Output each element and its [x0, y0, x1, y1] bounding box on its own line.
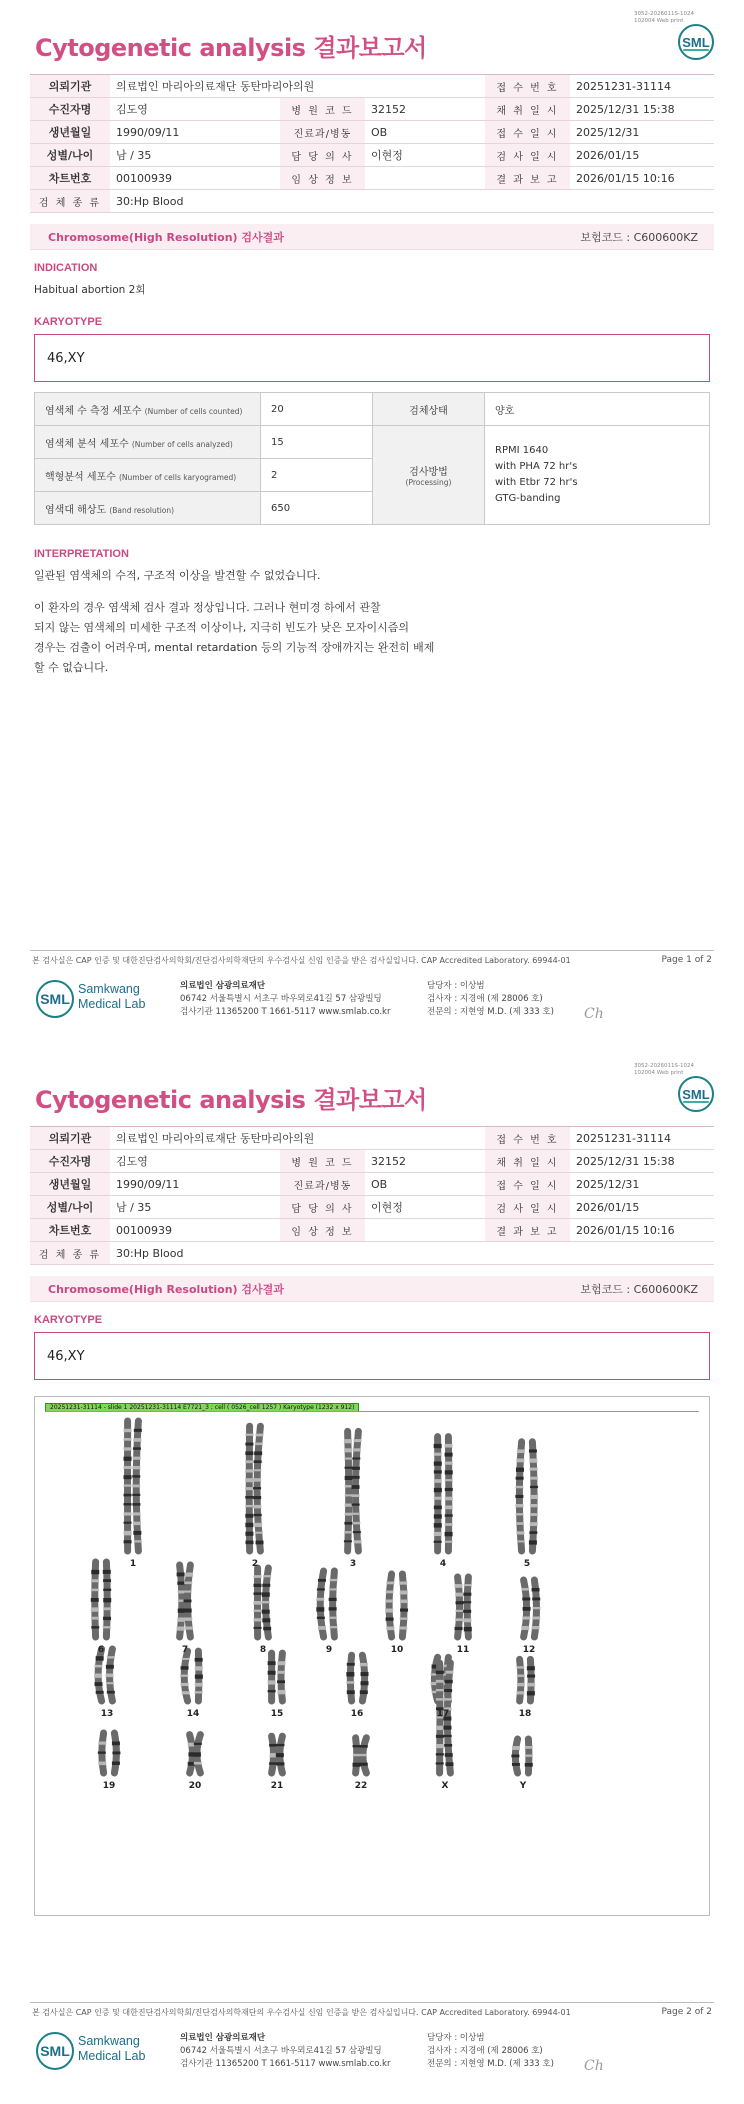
chromosome-15: [268, 1653, 276, 1701]
chromosome-10: [385, 1574, 394, 1637]
chromosome-18: [527, 1659, 535, 1701]
samkwang-name-line: Medical Lab: [78, 2049, 146, 2063]
receipt-date-label: 접 수 일 시: [485, 1173, 570, 1196]
patient-label: 수진자명: [30, 1150, 110, 1173]
test-date-value: 2026/01/15: [570, 144, 714, 167]
chromosome-2: [253, 1426, 263, 1551]
web-print-stamp: [634, 1063, 694, 1077]
dept-label: 진료과/병동: [280, 1173, 365, 1196]
dob-label: 생년월일: [30, 1173, 110, 1196]
samkwang-name: [78, 982, 145, 1012]
chromosome-number-6: 6: [97, 1645, 105, 1655]
doctor-label: 담 당 의 사: [280, 144, 365, 167]
chromosome-number-2: 2: [251, 1559, 259, 1569]
chromosome-number-10: 10: [390, 1645, 404, 1655]
method-line: with PHA 72 hr's: [495, 461, 578, 472]
chromosome-3: [344, 1431, 353, 1551]
chromosome-number-13: 13: [100, 1709, 114, 1719]
logo-text: SML: [682, 1086, 710, 1102]
indication-heading: INDICATION: [34, 262, 98, 274]
chromosome-6: [103, 1562, 111, 1637]
chromosome-9: [316, 1571, 326, 1637]
chromosome-6: [91, 1562, 99, 1637]
method-label: [373, 426, 485, 525]
chromosome-5: [515, 1442, 525, 1551]
method-line: RPMI 1640: [495, 445, 549, 456]
samkwang-name-line: Medical Lab: [78, 997, 146, 1011]
chromosome-2: [245, 1426, 253, 1551]
sex-age-value: 남 / 35: [110, 1196, 280, 1219]
sex-age-label: 성별/나이: [30, 144, 110, 167]
patient-value: 김도영: [110, 98, 280, 121]
sml-logo: [678, 24, 714, 60]
receipt-no-value: 20251231-31114: [570, 75, 714, 98]
chromosome-11: [455, 1577, 464, 1637]
chromosome-number-9: 9: [325, 1645, 333, 1655]
hospital-code-value: 32152: [365, 1150, 485, 1173]
clinical-value: [365, 1219, 485, 1242]
sml-logo: [678, 1076, 714, 1112]
test-section-bar: [30, 224, 714, 250]
chart-no-value: 00100939: [110, 167, 280, 190]
chromosome-15: [277, 1653, 285, 1701]
interpretation-detail: [34, 598, 634, 678]
chromosome-number-19: 19: [102, 1781, 116, 1791]
institution-label: 의뢰기관: [30, 1127, 110, 1150]
patient-info-table: [30, 74, 714, 213]
dept-value: OB: [365, 121, 485, 144]
karyotype-value: 46,XY: [47, 350, 85, 366]
method-line: with Etbr 72 hr's: [495, 477, 578, 488]
accreditation-note: 본 검사실은 CAP 인증 및 대한진단검사의학회/진단검사의학재단의 우수검사실 신임 인증을 받은 검사실입니다. CAP Accredited Laboratory. 69944-01: [32, 956, 571, 965]
chromosome-number-14: 14: [186, 1709, 200, 1719]
web-print-line: 102004 Web print: [634, 18, 684, 24]
interpretation-line: 이 환자의 경우 염색체 검사 결과 정상입니다. 그러나 현미경 하에서 관찰: [34, 601, 381, 614]
chromosome-number-Y: Y: [519, 1781, 527, 1791]
specimen-state-label: 검체상태: [373, 393, 485, 426]
chromosome-18: [516, 1659, 524, 1701]
band-res-value: 650: [261, 492, 373, 525]
report-date-label: 결 과 보 고: [485, 1219, 570, 1242]
receipt-no-label: 접 수 번 호: [485, 75, 570, 98]
chromosome-3: [352, 1431, 362, 1551]
chromosome-1: [132, 1421, 142, 1551]
footer-divider: [30, 950, 714, 951]
samkwang-name-line: Samkwang: [78, 982, 140, 996]
chromosome-8: [253, 1568, 261, 1637]
specialist: 전문의 : 지현영 M.D. (제 333 호): [427, 1007, 554, 1017]
dob-value: 1990/09/11: [110, 121, 280, 144]
chromosome-12: [532, 1580, 541, 1637]
band-res-label-ko: 염색대 해상도: [45, 504, 107, 516]
method-label-ko: 검사방법: [409, 467, 448, 478]
test-date-value: 2026/01/15: [570, 1196, 714, 1219]
dept-label: 진료과/병동: [280, 121, 365, 144]
chromosome-number-22: 22: [354, 1781, 368, 1791]
collect-date-value: 2025/12/31 15:38: [570, 98, 714, 121]
contact: 검사기관 11365200 T 1661-5117 www.smlab.co.kr: [180, 1007, 391, 1017]
institution-value: 의료법인 마리아의료재단 동탄마리아의원: [110, 75, 485, 98]
cells-analyzed-value: 15: [261, 426, 373, 459]
web-print-stamp: [634, 11, 694, 25]
chromosome-19: [112, 1733, 121, 1773]
foundation-info: [180, 980, 390, 1019]
collect-date-label: 채 취 일 시: [485, 98, 570, 121]
hospital-code-value: 32152: [365, 98, 485, 121]
chromosome-9: [329, 1571, 338, 1637]
chromosome-4: [434, 1437, 442, 1551]
chromosome-12: [521, 1580, 530, 1637]
method-line: GTG-banding: [495, 493, 561, 504]
receipt-date-value: 2025/12/31: [570, 1173, 714, 1196]
cells-analyzed-label-en: (Number of cells analyzed): [131, 439, 233, 449]
karyogram-chromosomes: [35, 1397, 710, 1916]
interpretation-line: 되지 않는 염색체의 미세한 구조적 이상이나, 지극히 빈도가 낮은 모자이시즘의: [34, 621, 409, 634]
karyogram-image: [34, 1396, 710, 1916]
patient-label: 수진자명: [30, 98, 110, 121]
band-res-label: [35, 492, 261, 525]
chromosome-4: [445, 1437, 453, 1551]
hospital-code-label: 병 원 코 드: [280, 98, 365, 121]
tester: 검사자 : 지경애 (제 28006 호): [427, 2046, 543, 2056]
foundation-name: 의료법인 삼광의료재단: [180, 981, 266, 991]
doctor-value: 이현정: [365, 1196, 485, 1219]
method-value: [485, 426, 710, 525]
web-print-line: 3052-2026011S-1024: [634, 1063, 694, 1069]
test-section-bar: [30, 1276, 714, 1302]
chromosome-5: [529, 1442, 538, 1551]
web-print-line: 102004 Web print: [634, 1070, 684, 1076]
indication-text: Habitual abortion 2회: [34, 284, 146, 296]
chromosome-16: [346, 1655, 354, 1701]
specimen-state-value: 양호: [485, 393, 710, 426]
chromosome-number-X: X: [441, 1781, 449, 1791]
test-date-label: 검 사 일 시: [485, 144, 570, 167]
doctor-value: 이현정: [365, 144, 485, 167]
chromosome-number-5: 5: [523, 1559, 531, 1569]
cells-counted-label: [35, 393, 261, 426]
receipt-date-label: 접 수 일 시: [485, 121, 570, 144]
cells-karyogramed-label-ko: 핵형분석 세포수: [45, 471, 116, 483]
tester: 검사자 : 지경애 (제 28006 호): [427, 994, 543, 1004]
cells-karyogramed-label-en: (Number of cells karyogramed): [119, 472, 237, 482]
karyotype-result-box: [34, 334, 710, 382]
chart-no-label: 차트번호: [30, 167, 110, 190]
chromosome-number-15: 15: [270, 1709, 284, 1719]
manager: 담당자 : 이상범: [427, 981, 485, 991]
chromosome-number-1: 1: [129, 1559, 137, 1569]
cells-counted-value: 20: [261, 393, 373, 426]
report-date-label: 결 과 보 고: [485, 167, 570, 190]
foundation-name: 의료법인 삼광의료재단: [180, 2033, 266, 2043]
cells-karyogramed-label: [35, 459, 261, 492]
chromosome-number-20: 20: [188, 1781, 202, 1791]
chromosome-number-18: 18: [518, 1709, 532, 1719]
chromosome-21: [276, 1736, 285, 1773]
interpretation-summary: 일관된 염색체의 수적, 구조적 이상을 발견할 수 없었습니다.: [34, 569, 321, 582]
specialist-signature: Ch: [584, 1006, 604, 1022]
specialist: 전문의 : 지현영 M.D. (제 333 호): [427, 2059, 554, 2069]
doctor-label: 담 당 의 사: [280, 1196, 365, 1219]
chromosome-14: [195, 1651, 203, 1701]
samkwang-name-line: Samkwang: [78, 2034, 140, 2048]
chromosome-13: [94, 1649, 104, 1701]
karyotype-result-box: [34, 1332, 710, 1380]
specimen-label: 검 체 종 류: [30, 190, 110, 213]
chart-no-label: 차트번호: [30, 1219, 110, 1242]
chromosome-19: [98, 1733, 106, 1773]
chart-no-value: 00100939: [110, 1219, 280, 1242]
receipt-no-value: 20251231-31114: [570, 1127, 714, 1150]
chromosome-number-21: 21: [270, 1781, 284, 1791]
page-number: Page 2 of 2: [661, 2007, 712, 2017]
report-date-value: 2026/01/15 10:16: [570, 167, 714, 190]
clinical-value: [365, 167, 485, 190]
sml-logo-mark: SML: [36, 980, 74, 1018]
collect-date-value: 2025/12/31 15:38: [570, 1150, 714, 1173]
institution-value: 의료법인 마리아의료재단 동탄마리아의원: [110, 1127, 485, 1150]
chromosome-Y: [525, 1739, 533, 1773]
chromosome-13: [106, 1649, 115, 1701]
accreditation-note: 본 검사실은 CAP 인증 및 대한진단검사의학회/진단검사의학재단의 우수검사실 신임 인증을 받은 검사실입니다. CAP Accredited Laboratory. 69944-01: [32, 2008, 571, 2017]
specimen-value: 30:Hp Blood: [110, 1242, 714, 1265]
sml-logo-mark: SML: [36, 2032, 74, 2070]
chromosome-1: [124, 1421, 132, 1551]
footer-divider: [30, 2002, 714, 2003]
manager: 담당자 : 이상범: [427, 2033, 485, 2043]
metrics-table: [34, 392, 710, 525]
chromosome-14: [180, 1651, 190, 1701]
web-print-line: 3052-2026011S-1024: [634, 11, 694, 17]
chromosome-11: [463, 1577, 472, 1637]
cells-analyzed-label-ko: 염색체 분석 세포수: [45, 438, 129, 450]
staff-info: [427, 980, 554, 1019]
foundation-info: [180, 2032, 390, 2071]
chromosome-number-17: 17: [436, 1709, 450, 1719]
interpretation-line: 경우는 검출이 어려우며, mental retardation 등의 기능적 장애까지는 완전히 배제: [34, 641, 435, 654]
dob-label: 생년월일: [30, 121, 110, 144]
specialist-signature: Ch: [584, 2058, 604, 2074]
hospital-code-label: 병 원 코 드: [280, 1150, 365, 1173]
cells-counted-label-en: (Number of cells counted): [144, 406, 243, 416]
report-date-value: 2026/01/15 10:16: [570, 1219, 714, 1242]
band-res-label-en: (Band resolution): [109, 505, 175, 515]
chromosome-number-3: 3: [349, 1559, 357, 1569]
receipt-date-value: 2025/12/31: [570, 121, 714, 144]
karyotype-heading: KARYOTYPE: [34, 316, 103, 328]
contact: 검사기관 11365200 T 1661-5117 www.smlab.co.kr: [180, 2059, 391, 2069]
clinical-label: 임 상 정 보: [280, 1219, 365, 1242]
sex-age-label: 성별/나이: [30, 1196, 110, 1219]
cells-analyzed-label: [35, 426, 261, 459]
receipt-no-label: 접 수 번 호: [485, 1127, 570, 1150]
interpretation-heading: INTERPRETATION: [34, 548, 129, 560]
address: 06742 서울특별시 서초구 바우뫼로41길 57 삼광빌딩: [180, 2046, 382, 2056]
logo-text: SML: [682, 34, 710, 50]
karyogram-label: 20251231-31114 - slide 1 20251231-31114 E7721_3 ; cell ( 0526_cell 1257 ) Karyotype (1232 x 912): [45, 1403, 359, 1412]
chromosome-number-4: 4: [439, 1559, 447, 1569]
specimen-label: 검 체 종 류: [30, 1242, 110, 1265]
cells-counted-label-ko: 염색체 수 측정 세포수: [45, 405, 142, 417]
chromosome-Y: [511, 1739, 520, 1773]
cells-karyogramed-value: 2: [261, 459, 373, 492]
dob-value: 1990/09/11: [110, 1173, 280, 1196]
clinical-label: 임 상 정 보: [280, 167, 365, 190]
specimen-value: 30:Hp Blood: [110, 190, 714, 213]
method-label-en: (Processing): [405, 478, 452, 487]
patient-value: 김도영: [110, 1150, 280, 1173]
chromosome-16: [360, 1655, 369, 1701]
dept-value: OB: [365, 1173, 485, 1196]
patient-info-table: [30, 1126, 714, 1265]
test-date-label: 검 사 일 시: [485, 1196, 570, 1219]
karyotype-value: 46,XY: [47, 1348, 85, 1364]
report-title: Cytogenetic analysis 결과보고서: [35, 34, 427, 62]
samkwang-name: [78, 2034, 145, 2064]
insurance-code: 보험코드 : C600600KZ: [580, 1282, 698, 1296]
report-title: Cytogenetic analysis 결과보고서: [35, 1086, 427, 1114]
chromosome-22: [359, 1738, 368, 1773]
chromosome-8: [262, 1568, 272, 1637]
insurance-code: 보험코드 : C600600KZ: [580, 230, 698, 244]
chromosome-number-12: 12: [522, 1645, 536, 1655]
test-section-title: Chromosome(High Resolution) 검사결과: [48, 230, 284, 244]
chromosome-number-16: 16: [350, 1709, 364, 1719]
collect-date-label: 채 취 일 시: [485, 1150, 570, 1173]
chromosome-10: [399, 1574, 408, 1637]
chromosome-number-11: 11: [456, 1645, 470, 1655]
interpretation-line: 할 수 없습니다.: [34, 661, 109, 674]
page-number: Page 1 of 2: [661, 955, 712, 965]
chromosome-number-8: 8: [259, 1645, 267, 1655]
test-section-title: Chromosome(High Resolution) 검사결과: [48, 1282, 284, 1296]
staff-info: [427, 2032, 554, 2071]
chromosome-number-7: 7: [181, 1645, 189, 1655]
institution-label: 의뢰기관: [30, 75, 110, 98]
karyotype-heading: KARYOTYPE: [34, 1314, 103, 1326]
address: 06742 서울특별시 서초구 바우뫼로41길 57 삼광빌딩: [180, 994, 382, 1004]
chromosome-7: [184, 1565, 194, 1637]
sex-age-value: 남 / 35: [110, 144, 280, 167]
